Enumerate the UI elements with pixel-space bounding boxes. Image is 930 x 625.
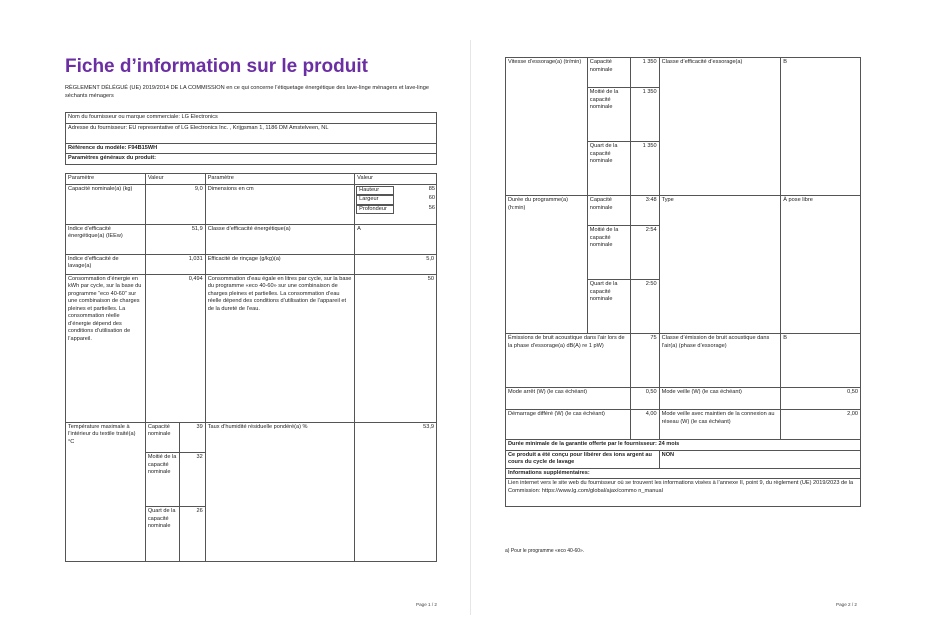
network-standby-value: 2,00: [781, 410, 861, 440]
regulation-intro: RÈGLEMENT DÉLÉGUÉ (UE) 2019/2014 DE LA COMMISSION en ce qui concerne l’étiquetage énergétique des lave-linge ménagers et lave-linge séchants ménagers: [65, 85, 429, 99]
supplier-table: [65, 112, 437, 165]
duration-rated-label: Capacité nominale: [587, 196, 630, 226]
energy-class-value: A: [355, 224, 437, 254]
header-value-2: Valeur: [355, 174, 437, 185]
performance-table: [505, 57, 861, 507]
water-consumption-label: Consommation d’eau égale en litres par cycle, sur la base du programme «eco 40-60» sur une combinaison de charges pleines et partielles. La consommation d’eau réelle dépend des conditions d’utilisation de l’appareil et de la dureté de l’eau.: [205, 274, 354, 422]
product-params-table: [65, 173, 437, 562]
standby-label: Mode veille (W) (le cas échéant): [659, 388, 781, 410]
noise-class-label: Classe d’émission de bruit acoustique dans l’air(a) (phase d’essorage): [659, 334, 781, 388]
manual-link-row: Lien internet vers le site web du fournisseur où se trouvent les informations visées à l’annexe II, point 9, du règlement (UE) 2019/2023 de la Commission: https://www.lg.com/global/ajax/commo n_manual: [506, 479, 861, 507]
delay-start-label: Démarrage différé (W) (le cas échéant): [506, 410, 631, 440]
header-param-1: Paramètre: [66, 174, 146, 185]
silver-ions-label: Ce produit a été conçu pour libérer des ions argent au cours du cycle de lavage: [506, 450, 660, 468]
height-label: Hauteur: [356, 186, 394, 196]
supplier-name-row: Nom du fournisseur ou marque commerciale: LG Electronics: [66, 113, 437, 124]
noise-value: 75: [630, 334, 659, 388]
rinse-label: Efficacité de rinçage (g/kg)(a): [205, 254, 354, 274]
type-label: Type: [659, 196, 781, 334]
dimensions-label: Dimensions en cm: [205, 184, 354, 224]
duration-half-value: 2:54: [630, 226, 659, 280]
width-label: Largeur: [356, 195, 394, 205]
depth-label: Profondeur: [356, 205, 394, 215]
document-page-1: [65, 40, 445, 615]
width-value: 60: [428, 195, 435, 201]
wash-index-value: 1,031: [145, 254, 205, 274]
duration-half-label: Moitié de la capacité nominale: [587, 226, 630, 280]
extra-info-row: Informations supplémentaires:: [506, 468, 861, 479]
moisture-label: Taux d’humidité résiduelle pondéré(a) %: [205, 422, 354, 561]
spin-rated-value: 1 350: [630, 58, 659, 88]
spin-speed-label: Vitesse d’essorage(a) (tr/min): [506, 58, 588, 196]
temp-half-value: 32: [180, 453, 205, 507]
duration-label: Durée du programme(a) (h:min): [506, 196, 588, 334]
energy-class-label: Classe d’efficacité énergétique(a): [205, 224, 354, 254]
temp-quarter-label: Quart de la capacité nominale: [146, 507, 180, 561]
model-reference-row: Référence du modèle: F94B15WH: [66, 143, 437, 154]
temp-half-label: Moitié de la capacité nominale: [146, 453, 180, 507]
water-consumption-value: 50: [355, 274, 437, 422]
spin-half-label: Moitié de la capacité nominale: [587, 88, 630, 142]
off-mode-label: Mode arrêt (W) (le cas échéant): [506, 388, 631, 410]
off-mode-value: 0,50: [630, 388, 659, 410]
header-value-1: Valeur: [145, 174, 205, 185]
energy-consumption-value: 0,494: [145, 274, 205, 422]
eei-label: Indice d’efficacité énergétique(a) (IEEw): [66, 224, 146, 254]
warranty-row: Durée minimale de la garantie offerte par le fournisseur: 24 mois: [506, 440, 861, 451]
noise-label: Émissions de bruit acoustique dans l’air lors de la phase d’essorage(a) dB(A) re 1 pW): [506, 334, 631, 388]
rinse-value: 5,0: [355, 254, 437, 274]
delay-start-value: 4,00: [630, 410, 659, 440]
header-param-2: Paramètre: [205, 174, 354, 185]
page-gap-divider: [470, 40, 471, 615]
duration-quarter-label: Quart de la capacité nominale: [587, 280, 630, 334]
temp-rated-label: Capacité nominale: [146, 423, 180, 453]
silver-ions-value: NON: [659, 450, 860, 468]
wash-index-label: Indice d’efficacité de lavage(a): [66, 254, 146, 274]
eei-value: 51,9: [145, 224, 205, 254]
duration-quarter-value: 2:50: [630, 280, 659, 334]
duration-rated-value: 3:48: [630, 196, 659, 226]
temp-quarter-value: 26: [196, 508, 203, 514]
footnote: a) Pour le programme «eco 40-60».: [505, 548, 585, 554]
document-page-2: [495, 40, 865, 615]
page-number-2: Page 2 / 2: [836, 602, 857, 607]
network-standby-label: Mode veille avec maintien de la connexion au réseau (W) (le cas échéant): [659, 410, 781, 440]
temp-rated-value: 39: [180, 423, 205, 453]
supplier-address-row: Adresse du fournisseur: EU representative of LG Electronics Inc. , Krijgsman 1, 1186 DM Amstelveen, NL: [66, 123, 437, 143]
capacity-value: 9,0: [145, 184, 205, 224]
spin-quarter-value: 1 350: [630, 142, 659, 196]
standby-value: 0,50: [781, 388, 861, 410]
document-title: Fiche d’information sur le produit: [65, 56, 368, 77]
energy-consumption-label: Consommation d’énergie en kWh par cycle, sur la base du programme “eco 40-60” sur une combinaison de charges pleines et partielles. La consommation réelle d’énergie dépend des conditions d’utilisation de l’appareil.: [66, 274, 146, 422]
spin-quarter-label: Quart de la capacité nominale: [587, 142, 630, 196]
page-number-1: Page 1 / 2: [416, 602, 437, 607]
noise-class-value: B: [781, 334, 861, 388]
temperature-subtable: [145, 422, 205, 561]
moisture-value: 53,9: [355, 422, 437, 561]
spin-class-label: Classe d’efficacité d’essorage(a): [659, 58, 781, 196]
spin-half-value: 1 350: [630, 88, 659, 142]
spin-rated-label: Capacité nominale: [587, 58, 630, 88]
capacity-label: Capacité nominale(a) (kg): [66, 184, 146, 224]
depth-value: 56: [428, 204, 435, 211]
temperature-label: Température maximale à l’intérieur du textile traité(a) °C: [66, 422, 146, 561]
spin-class-value: B: [781, 58, 861, 196]
dimensions-values: [355, 184, 437, 224]
type-value: À pose libre: [781, 196, 861, 334]
height-value: 85: [428, 185, 435, 192]
general-params-row: Paramètres généraux du produit:: [66, 154, 437, 165]
